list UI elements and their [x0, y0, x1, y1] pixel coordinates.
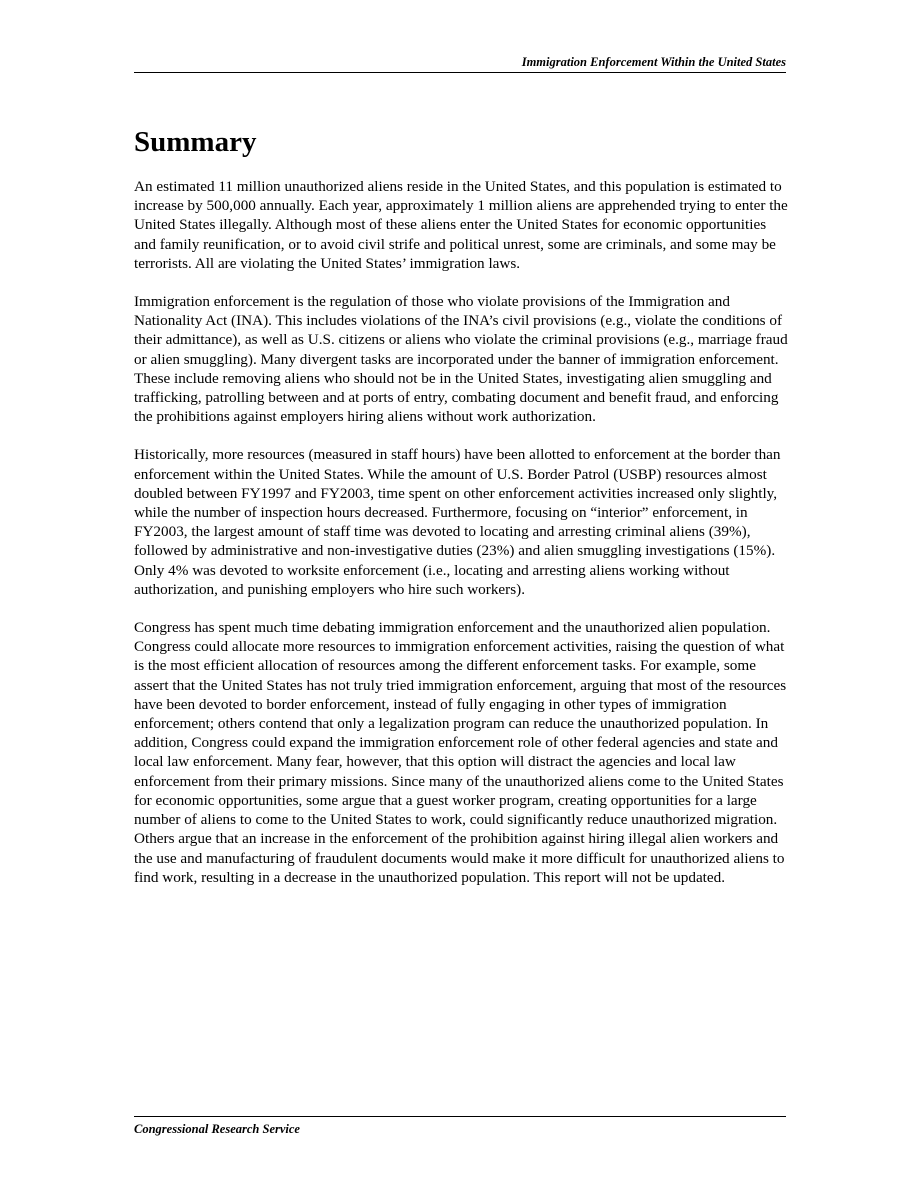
running-footer [134, 1116, 786, 1137]
footer-source: Congressional Research Service [134, 1122, 300, 1136]
paragraph: An estimated 11 million unauthorized aliens reside in the United States, and this population is estimated to increase by 500,000 annually. Each year, approximately 1 million aliens are apprehended trying to enter the United States illegally. Although most of these aliens enter the United States for economic opportunities and family reunification, or to avoid civil strife and political unrest, some are criminals, and some may be terrorists. All are violating the United States’ immigration laws. [134, 178, 788, 272]
paragraph: Congress has spent much time debating immigration enforcement and the unauthorized alien population. Congress could allocate more resources to immigration enforcement activities, raising the question of what is the most efficient allocation of resources among the different enforcement tasks. For example, some assert that the United States has not truly tried immigration enforcement, arguing that most of the resources have been devoted to border enforcement, instead of fully engaging in other types of immigration enforcement; others contend that only a legalization program can reduce the unauthorized population. In addition, Congress could expand the immigration enforcement role of other federal agencies and state and local law enforcement. Many fear, however, that this option will distract the agencies and local law enforcement from their primary missions. Since many of the unauthorized aliens come to the United States for economic opportunities, some argue that a guest worker program, creating opportunities for a large number of aliens to come to the United States to work, could significantly reduce unauthorized migration. Others argue that an increase in the enforcement of the prohibition against hiring illegal alien workers and the use and manufacturing of fraudulent documents would make it more difficult for unauthorized aliens to find work, resulting in a decrease in the unauthorized population. This report will not be updated. [134, 619, 787, 886]
page-title: Summary [134, 126, 257, 158]
running-header [134, 54, 786, 73]
paragraph: Historically, more resources (measured in staff hours) have been allotted to enforcement at the border than enforcement within the United States. While the amount of U.S. Border Patrol (USBP) resources almost doubled between FY1997 and FY2003, time spent on other enforcement activities increased only slightly, while the number of inspection hours decreased. Furthermore, focusing on “interior” enforcement, in FY2003, the largest amount of staff time was devoted to locating and arresting criminal aliens (39%), followed by administrative and non-investigative duties (23%) and alien smuggling investigations (15%). Only 4% was devoted to worksite enforcement (i.e., locating and arresting aliens working without authorization, and punishing employers who hire such workers). [134, 446, 781, 598]
running-header-title: Immigration Enforcement Within the United States [521, 55, 786, 69]
paragraph: Immigration enforcement is the regulation of those who violate provisions of the Immigration and Nationality Act (INA). This includes violations of the INA’s civil provisions (e.g., violate the conditions of their admittance), as well as U.S. citizens or aliens who violate the criminal provisions (e.g., marriage fraud or alien smuggling). Many divergent tasks are incorporated under the banner of immigration enforcement. These include removing aliens who should not be in the United States, investigating alien smuggling and trafficking, patrolling between and at ports of entry, combating document and benefit fraud, and enforcing the prohibitions against employers hiring aliens without work authorization. [134, 293, 788, 426]
summary-body [134, 177, 788, 906]
